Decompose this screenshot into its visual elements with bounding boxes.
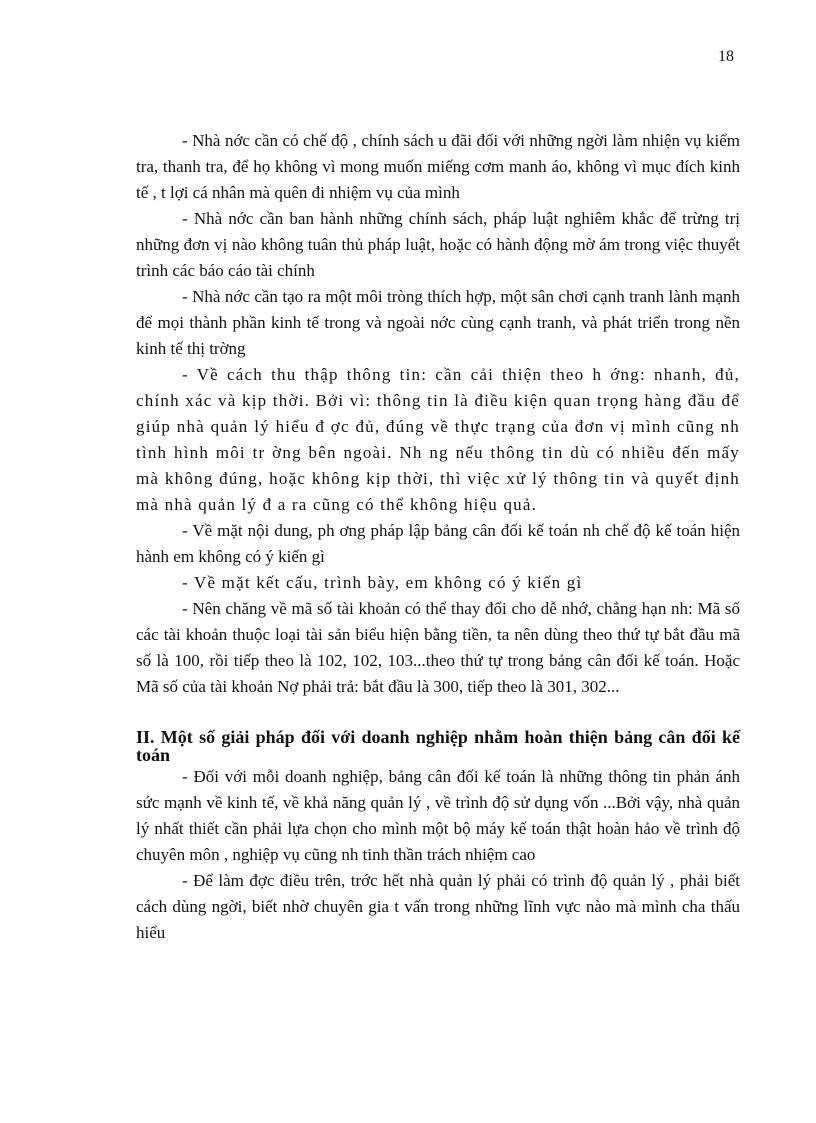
- paragraph-information-collection: - Về cách thu thập thông tin: cần cải thiện theo h ớng: nhanh, đủ, chính xác và kịp thời. Bởi vì: thông tin là điều kiện quan trọng hàng đầu để giúp nhà quản lý hiểu đ ợc đủ, đúng về thực trạng của đơn vị mình cũng nh tình hình môi tr ờng bên ngoài. Nh ng nếu thông tin dù có nhiều đến mấy mà không đúng, hoặc không kịp thời, thì việc xử lý thông tin và quyết định mà nhà quản lý đ a ra cũng có thể không hiệu quả.: [136, 365, 740, 514]
- paragraph-state-incentives: - Nhà nớc cần có chế độ , chính sách u đãi đối với những ngời làm nhiện vụ kiểm tra, thanh tra, để họ không vì mong muốn miếng cơm manh áo, không vì mục đích kinh tế , t lợi cá nhân mà quên đi nhiệm vụ của mình: [136, 131, 740, 202]
- paragraph-enterprise-accounting: - Đối với mỗi doanh nghiệp, bảng cân đối kế toán là những thông tin phản ánh sức mạnh về kinh tế, về khả năng quản lý , về trình độ sử dụng vốn ...Bởi vậy, nhà quản lý nhất thiết cần phải lựa chọn cho mình một bộ máy kế toán thật hoàn hảo về trình độ chuyên môn , nghiệp vụ cũng nh tinh thần trách nhiệm cao: [136, 767, 740, 864]
- page-number: 18: [718, 48, 734, 65]
- paragraph-state-environment: - Nhà nớc cần tạo ra một môi tròng thích hợp, một sân chơi cạnh tranh lành mạnh để mọi thành phần kinh tế trong và ngoài nớc cùng cạnh tranh, và phát triển trong nền kinh tế thị trờng: [136, 287, 740, 358]
- section-heading: II. Một số giải pháp đối với doanh nghiệp nhằm hoàn thiện bảng cân đối kế toán: [136, 727, 740, 765]
- body-text: [136, 128, 740, 946]
- paragraph-structure-presentation: - Về mặt kết cấu, trình bày, em không có ý kiến gì: [182, 573, 583, 592]
- paragraph-manager-qualifications: - Để làm đợc điều trên, trớc hết nhà quản lý phải có trình độ quản lý , phải biết cách dùng ngời, biết nhờ chuyên gia t vấn trong những lĩnh vực nào mà mình cha thấu hiểu: [136, 871, 740, 942]
- paragraph-content-method: - Về mặt nội dung, ph ơng pháp lập bảng cân đối kế toán nh chế độ kế toán hiện hành em không có ý kiến gì: [136, 521, 740, 566]
- paragraph-state-legislation: - Nhà nớc cần ban hành những chính sách, pháp luật nghiêm khắc để trừng trị những đơn vị nào không tuân thủ pháp luật, hoặc có hành động mờ ám trong việc thuyết trình các báo cáo tài chính: [136, 209, 740, 280]
- paragraph-account-codes: - Nên chăng về mã số tài khoản có thể thay đổi cho dễ nhớ, chẳng hạn nh: Mã số các tài khoản thuộc loại tài sản biểu hiện bằng tiền, ta nên dùng theo thứ tự bắt đầu mã số là 100, rồi tiếp theo là 102, 102, 103...theo thứ tự trong bảng cân đối kế toán. Hoặc Mã số của tài khoản Nợ phải trả: bắt đầu là 300, tiếp theo là 301, 302...: [136, 599, 740, 696]
